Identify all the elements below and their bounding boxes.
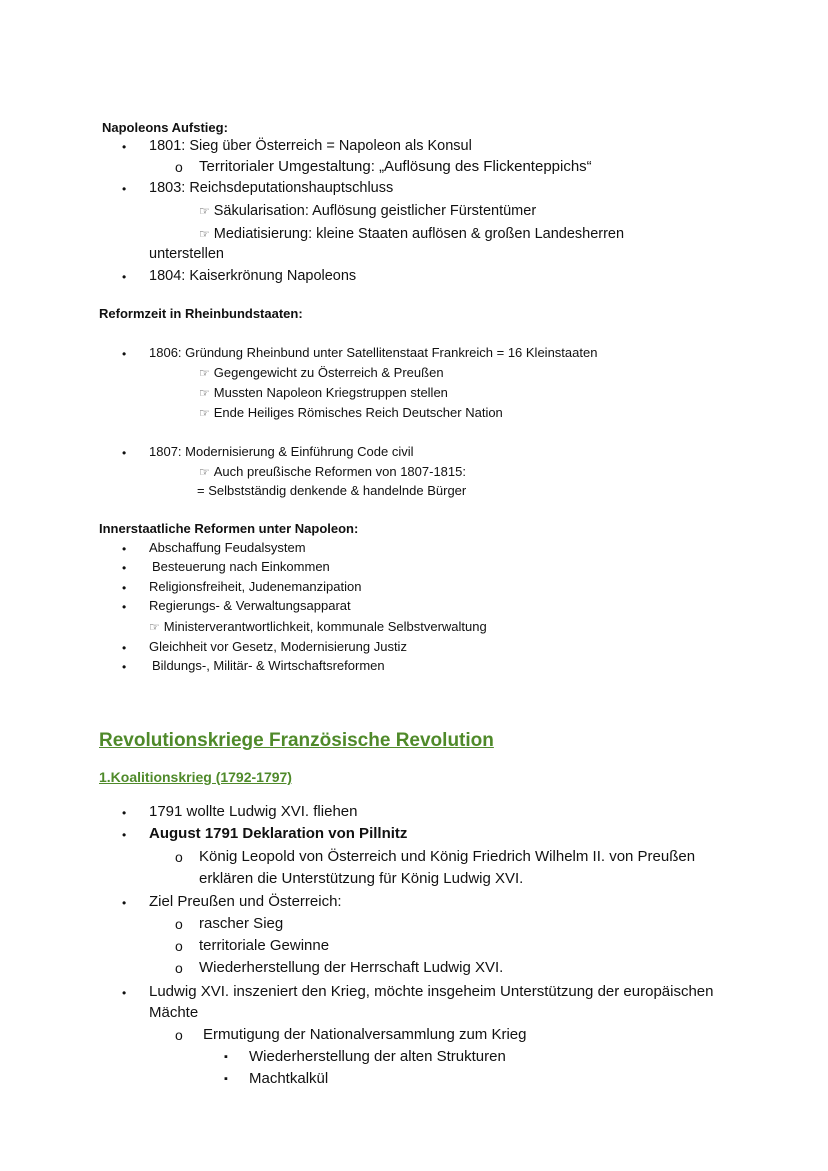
list-item: ☞ Ministerverantwortlichkeit, kommunale Selbstverwaltung bbox=[149, 619, 487, 634]
list-item: ☞ Mediatisierung: kleine Staaten auflösen & großen Landesherren bbox=[199, 226, 625, 242]
section-heading-innerstaatliche-reformen: Innerstaatliche Reformen unter Napoleon: bbox=[99, 521, 359, 536]
list-item: ☞ Auch preußische Reformen von 1807-1815: bbox=[199, 464, 466, 479]
bullet-icon: • bbox=[122, 561, 127, 575]
circle-bullet-icon: o bbox=[175, 849, 183, 865]
bullet-icon: • bbox=[122, 986, 127, 1000]
square-bullet-icon: ▪ bbox=[224, 1073, 228, 1085]
list-item: territoriale Gewinne bbox=[199, 937, 330, 954]
list-item: Regierungs- & Verwaltungsapparat bbox=[149, 598, 351, 613]
list-item: Gleichheit vor Gesetz, Modernisierung Justiz bbox=[149, 639, 407, 654]
list-item: ☞ Mussten Napoleon Kriegstruppen stellen bbox=[199, 385, 448, 400]
pointing-hand-icon: ☞ bbox=[199, 386, 210, 400]
list-item: 1791 wollte Ludwig XVI. fliehen bbox=[149, 803, 358, 820]
list-item: August 1791 Deklaration von Pillnitz bbox=[149, 825, 408, 842]
bullet-icon: • bbox=[122, 182, 127, 196]
list-item: 1807: Modernisierung & Einführung Code civil bbox=[149, 444, 414, 459]
pointing-hand-icon: ☞ bbox=[199, 465, 210, 479]
list-item: Ziel Preußen und Österreich: bbox=[149, 893, 342, 910]
list-item: Wiederherstellung der Herrschaft Ludwig XVI. bbox=[199, 959, 504, 976]
list-item: Religionsfreiheit, Judenemanzipation bbox=[149, 579, 362, 594]
pointing-hand-icon: ☞ bbox=[149, 620, 160, 634]
list-item: 1803: Reichsdeputationshauptschluss bbox=[149, 180, 394, 196]
list-item: Ludwig XVI. inszeniert den Krieg, möchte insgeheim Unterstützung der europäischen bbox=[149, 983, 714, 1000]
list-item: 1806: Gründung Rheinbund unter Satellitenstaat Frankreich = 16 Kleinstaaten bbox=[149, 345, 598, 360]
bullet-icon: • bbox=[122, 581, 127, 595]
list-item: 1801: Sieg über Österreich = Napoleon als Konsul bbox=[149, 138, 472, 154]
circle-bullet-icon: o bbox=[175, 960, 183, 976]
list-item-continuation: Mächte bbox=[149, 1004, 199, 1021]
bullet-icon: • bbox=[122, 641, 127, 655]
list-item-continuation: unterstellen bbox=[149, 246, 224, 262]
list-item: 1804: Kaiserkrönung Napoleons bbox=[149, 268, 357, 284]
section-heading-reformzeit: Reformzeit in Rheinbundstaaten: bbox=[99, 306, 303, 321]
list-item: König Leopold von Österreich und König Friedrich Wilhelm II. von Preußen bbox=[199, 848, 696, 865]
section-heading-napoleons-aufstieg: Napoleons Aufstieg: bbox=[102, 120, 228, 135]
list-item: ☞ Ende Heiliges Römisches Reich Deutscher Nation bbox=[199, 405, 503, 420]
bullet-icon: • bbox=[122, 270, 127, 284]
list-item: Ermutigung der Nationalversammlung zum Krieg bbox=[203, 1026, 527, 1043]
list-item: Wiederherstellung der alten Strukturen bbox=[249, 1048, 506, 1065]
list-item: Besteuerung nach Einkommen bbox=[152, 559, 330, 574]
bullet-icon: • bbox=[122, 896, 127, 910]
list-item-continuation: erklären die Unterstützung für König Ludwig XVI. bbox=[199, 870, 524, 887]
bullet-icon: • bbox=[122, 542, 127, 556]
list-item: ☞ Säkularisation: Auflösung geistlicher Fürstentümer bbox=[199, 203, 537, 219]
circle-bullet-icon: o bbox=[175, 159, 183, 175]
square-bullet-icon: ▪ bbox=[224, 1051, 228, 1063]
list-item: Bildungs-, Militär- & Wirtschaftsreformen bbox=[152, 658, 385, 673]
bullet-icon: • bbox=[122, 140, 127, 154]
list-item: Machtkalkül bbox=[249, 1070, 329, 1087]
bullet-icon: • bbox=[122, 446, 127, 460]
circle-bullet-icon: o bbox=[175, 916, 183, 932]
pointing-hand-icon: ☞ bbox=[199, 227, 210, 241]
circle-bullet-icon: o bbox=[175, 938, 183, 954]
pointing-hand-icon: ☞ bbox=[199, 366, 210, 380]
list-item: ☞ Gegengewicht zu Österreich & Preußen bbox=[199, 365, 444, 380]
pointing-hand-icon: ☞ bbox=[199, 406, 210, 420]
bullet-icon: • bbox=[122, 600, 127, 614]
subsection-title: 1.Koalitionskrieg (1792-1797) bbox=[99, 769, 292, 785]
page-title: Revolutionskriege Französische Revolution bbox=[99, 730, 494, 751]
list-item: rascher Sieg bbox=[199, 915, 284, 932]
circle-bullet-icon: o bbox=[175, 1027, 183, 1043]
list-item: Territorialer Umgestaltung: „Auflösung des Flickenteppichs“ bbox=[199, 158, 592, 175]
bullet-icon: • bbox=[122, 347, 127, 361]
list-item: Abschaffung Feudalsystem bbox=[149, 540, 306, 555]
bullet-icon: • bbox=[122, 828, 127, 842]
bullet-icon: • bbox=[122, 806, 127, 820]
pointing-hand-icon: ☞ bbox=[199, 204, 210, 218]
bullet-icon: • bbox=[122, 660, 127, 674]
list-item: = Selbstständig denkende & handelnde Bürger bbox=[197, 483, 467, 498]
